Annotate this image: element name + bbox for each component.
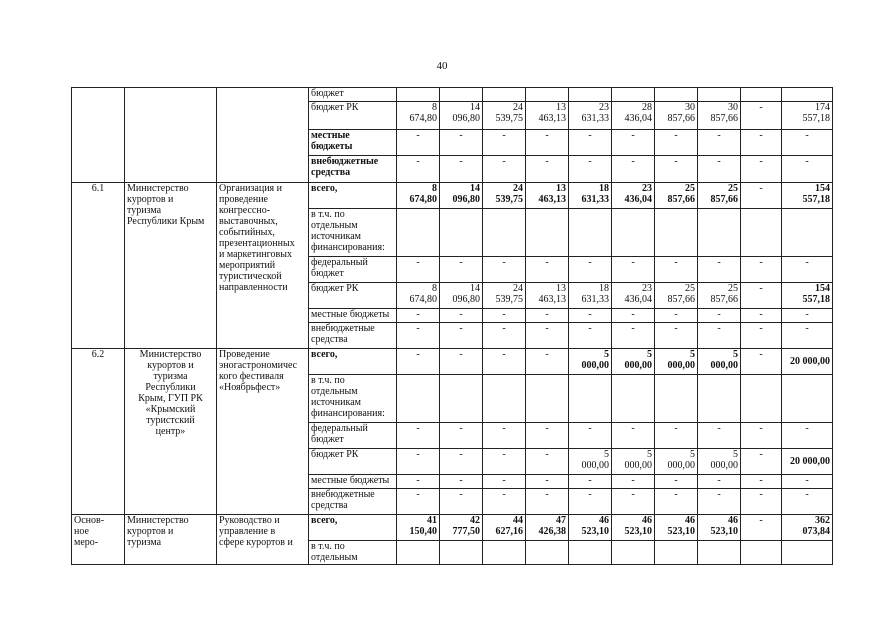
activity-cell: Руководство и управление в сфере курортов и xyxy=(217,515,309,565)
funding-source: всего, xyxy=(309,515,397,541)
value-cell: 25 857,66 xyxy=(655,283,698,309)
dash-cell: - xyxy=(612,323,655,349)
dash-cell: - xyxy=(397,130,440,156)
dash-cell: - xyxy=(526,156,569,183)
value-cell: 5 000,00 xyxy=(698,449,741,475)
value-cell: 46 523,10 xyxy=(698,515,741,541)
dash-cell: - xyxy=(782,475,833,489)
funding-source: бюджет xyxy=(309,88,397,102)
dash-cell: - xyxy=(526,489,569,515)
dash-cell: - xyxy=(612,257,655,283)
dash-cell: - xyxy=(483,156,526,183)
value-cell: 30 857,66 xyxy=(698,102,741,130)
dash-cell: - xyxy=(483,309,526,323)
funding-source: бюджет РК xyxy=(309,283,397,309)
item-number: 6.2 xyxy=(72,349,125,515)
dash-cell: - xyxy=(655,309,698,323)
funding-source: местные бюджеты xyxy=(309,309,397,323)
page-number: 40 xyxy=(436,60,448,72)
dash-cell: - xyxy=(698,423,741,449)
dash-cell: - xyxy=(741,156,782,183)
table-row xyxy=(72,349,833,375)
total-cell: 362 073,84 xyxy=(782,515,833,541)
dash-cell: - xyxy=(655,156,698,183)
dash-cell: - xyxy=(782,323,833,349)
value-cell: 8 674,80 xyxy=(397,283,440,309)
dash-cell: - xyxy=(526,423,569,449)
dash-cell: - xyxy=(440,156,483,183)
dash-cell: - xyxy=(483,257,526,283)
dash-cell: - xyxy=(612,309,655,323)
dash-cell: - xyxy=(782,257,833,283)
dash-cell: - xyxy=(612,489,655,515)
dash-cell: - xyxy=(397,489,440,515)
value-cell: 13 463,13 xyxy=(526,183,569,209)
item-number: Основ- ное меро- xyxy=(72,515,125,565)
funding-source: в т.ч. по отдельным источникам финансирования: xyxy=(309,375,397,423)
value-cell: 47 426,38 xyxy=(526,515,569,541)
dash-cell: - xyxy=(698,489,741,515)
value-cell: 41 150,40 xyxy=(397,515,440,541)
dash-cell: - xyxy=(526,323,569,349)
dash-cell: - xyxy=(483,423,526,449)
dash-cell: - xyxy=(440,309,483,323)
dash-cell: - xyxy=(440,130,483,156)
value-cell: 24 539,75 xyxy=(483,102,526,130)
dash-cell: - xyxy=(741,130,782,156)
value-cell: 8 674,80 xyxy=(397,183,440,209)
dash-cell: - xyxy=(655,130,698,156)
dash-cell: - xyxy=(569,309,612,323)
dash-cell: - xyxy=(440,475,483,489)
dash-cell: - xyxy=(569,156,612,183)
dash-cell: - xyxy=(698,475,741,489)
budget-table xyxy=(71,87,833,565)
dash-cell: - xyxy=(397,423,440,449)
dash-cell: - xyxy=(526,475,569,489)
dash-cell: - xyxy=(569,130,612,156)
dash-cell: - xyxy=(698,323,741,349)
table-row xyxy=(72,515,833,541)
funding-source: в т.ч. по отдельным источникам финансирования: xyxy=(309,209,397,257)
total-cell: 174 557,18 xyxy=(782,102,833,130)
dash-cell: - xyxy=(440,257,483,283)
dash-cell: - xyxy=(526,309,569,323)
item-number: 6.1 xyxy=(72,183,125,349)
value-cell: 25 857,66 xyxy=(655,183,698,209)
value-cell: 23 436,04 xyxy=(612,183,655,209)
dash-cell: - xyxy=(397,323,440,349)
dash-cell: - xyxy=(526,449,569,475)
executor-cell: Министерство курортов и туризма Республики Крым xyxy=(125,183,217,349)
dash-cell: - xyxy=(397,475,440,489)
dash-cell: - xyxy=(569,323,612,349)
dash-cell: - xyxy=(741,349,782,375)
funding-source: бюджет РК xyxy=(309,102,397,130)
total-cell: 20 000,00 xyxy=(782,349,833,375)
dash-cell: - xyxy=(569,475,612,489)
dash-cell: - xyxy=(440,349,483,375)
value-cell: 46 523,10 xyxy=(569,515,612,541)
value-cell: 25 857,66 xyxy=(698,183,741,209)
item-number-cell xyxy=(72,88,125,183)
value-cell: 24 539,75 xyxy=(483,183,526,209)
dash-cell: - xyxy=(698,257,741,283)
dash-cell: - xyxy=(483,489,526,515)
activity-cell xyxy=(217,88,309,183)
dash-cell: - xyxy=(612,475,655,489)
activity-cell: Организация и проведение конгрессно- выставочных, событийных, презентационных и маркетинговых мероприятий туристической направленности xyxy=(217,183,309,349)
value-cell: 30 857,66 xyxy=(655,102,698,130)
dash-cell: - xyxy=(741,475,782,489)
funding-source: внебюджетные средства xyxy=(309,489,397,515)
value-cell: 44 627,16 xyxy=(483,515,526,541)
executor-cell: Министерство курортов и туризма xyxy=(125,515,217,565)
dash-cell: - xyxy=(397,449,440,475)
dash-cell: - xyxy=(741,515,782,541)
dash-cell: - xyxy=(440,423,483,449)
table-row xyxy=(72,183,833,209)
total-cell: 154 557,18 xyxy=(782,183,833,209)
value-cell: 14 096,80 xyxy=(440,102,483,130)
dash-cell: - xyxy=(782,130,833,156)
dash-cell: - xyxy=(483,349,526,375)
funding-source: всего, xyxy=(309,349,397,375)
dash-cell: - xyxy=(655,489,698,515)
value-cell: 5 000,00 xyxy=(569,349,612,375)
dash-cell: - xyxy=(483,475,526,489)
value-cell: 8 674,80 xyxy=(397,102,440,130)
funding-source: федеральный бюджет xyxy=(309,423,397,449)
dash-cell: - xyxy=(397,349,440,375)
value-cell: 13 463,13 xyxy=(526,102,569,130)
dash-cell: - xyxy=(741,423,782,449)
value-cell: 14 096,80 xyxy=(440,183,483,209)
dash-cell: - xyxy=(741,283,782,309)
dash-cell: - xyxy=(655,257,698,283)
activity-cell: Проведение эногастрономичес кого фестиваля «Ноябрьфест» xyxy=(217,349,309,515)
dash-cell: - xyxy=(483,323,526,349)
dash-cell: - xyxy=(782,423,833,449)
dash-cell: - xyxy=(741,183,782,209)
dash-cell: - xyxy=(741,309,782,323)
dash-cell: - xyxy=(655,423,698,449)
dash-cell: - xyxy=(741,257,782,283)
dash-cell: - xyxy=(741,449,782,475)
funding-source: в т.ч. по отдельным xyxy=(309,541,397,565)
executor-cell xyxy=(125,88,217,183)
dash-cell: - xyxy=(698,309,741,323)
dash-cell: - xyxy=(782,489,833,515)
value-cell: 18 631,33 xyxy=(569,283,612,309)
value-cell: 5 000,00 xyxy=(655,349,698,375)
value-cell: 25 857,66 xyxy=(698,283,741,309)
funding-source: местные бюджеты xyxy=(309,475,397,489)
value-cell: 5 000,00 xyxy=(569,449,612,475)
dash-cell: - xyxy=(569,489,612,515)
dash-cell: - xyxy=(569,257,612,283)
value-cell: 5 000,00 xyxy=(698,349,741,375)
dash-cell: - xyxy=(741,489,782,515)
dash-cell: - xyxy=(483,130,526,156)
value-cell: 46 523,10 xyxy=(655,515,698,541)
dash-cell: - xyxy=(741,323,782,349)
table-row xyxy=(72,88,833,102)
dash-cell: - xyxy=(569,423,612,449)
dash-cell: - xyxy=(526,349,569,375)
total-cell: 154 557,18 xyxy=(782,283,833,309)
funding-source: внебюджетные средства xyxy=(309,156,397,183)
dash-cell: - xyxy=(782,156,833,183)
value-cell: 5 000,00 xyxy=(655,449,698,475)
value-cell: 5 000,00 xyxy=(612,449,655,475)
dash-cell: - xyxy=(698,156,741,183)
dash-cell: - xyxy=(440,323,483,349)
dash-cell: - xyxy=(440,489,483,515)
total-cell: 20 000,00 xyxy=(782,449,833,475)
funding-source: федеральный бюджет xyxy=(309,257,397,283)
funding-source: внебюджетные средства xyxy=(309,323,397,349)
value-cell: 23 436,04 xyxy=(612,283,655,309)
dash-cell: - xyxy=(698,130,741,156)
dash-cell: - xyxy=(397,257,440,283)
dash-cell: - xyxy=(526,257,569,283)
dash-cell: - xyxy=(397,309,440,323)
dash-cell: - xyxy=(440,449,483,475)
funding-source: бюджет РК xyxy=(309,449,397,475)
dash-cell: - xyxy=(612,156,655,183)
funding-source: местные бюджеты xyxy=(309,130,397,156)
value-cell: 24 539,75 xyxy=(483,283,526,309)
dash-cell: - xyxy=(741,102,782,130)
dash-cell: - xyxy=(526,130,569,156)
value-cell: 42 777,50 xyxy=(440,515,483,541)
dash-cell: - xyxy=(483,449,526,475)
dash-cell: - xyxy=(612,423,655,449)
value-cell: 5 000,00 xyxy=(612,349,655,375)
value-cell: 14 096,80 xyxy=(440,283,483,309)
funding-source: всего, xyxy=(309,183,397,209)
dash-cell: - xyxy=(655,475,698,489)
value-cell: 28 436,04 xyxy=(612,102,655,130)
value-cell: 18 631,33 xyxy=(569,183,612,209)
dash-cell: - xyxy=(397,156,440,183)
value-cell: 23 631,33 xyxy=(569,102,612,130)
dash-cell: - xyxy=(782,309,833,323)
value-cell: 13 463,13 xyxy=(526,283,569,309)
dash-cell: - xyxy=(655,323,698,349)
value-cell: 46 523,10 xyxy=(612,515,655,541)
dash-cell: - xyxy=(612,130,655,156)
executor-cell: Министерство курортов и туризма Республики Крым, ГУП РК «Крымский туристский центр» xyxy=(125,349,217,515)
